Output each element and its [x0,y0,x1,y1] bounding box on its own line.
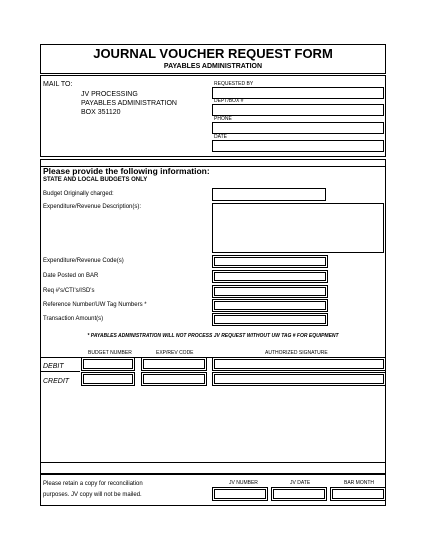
credit-label: CREDIT [43,378,70,385]
requested-by-label: REQUESTED BY [214,81,254,87]
info-subheading: STATE AND LOCAL BUDGETS ONLY [43,177,148,183]
debit-budget-field[interactable] [81,357,135,371]
date-posted-field[interactable] [212,270,328,283]
jv-date-field[interactable] [271,487,327,501]
debit-row-bottom [40,371,80,372]
debit-signature-field[interactable] [212,357,386,371]
credit-budget-field[interactable] [81,372,135,386]
amounts-field[interactable] [212,313,328,326]
debit-exp-field[interactable] [141,357,207,371]
description-label: Expenditure/Revenue Description(s): [43,204,142,210]
equipment-notice: * PAYABLES ADMINISTRATION WILL NOT PROCESS JV REQUEST WITHOUT UW TAG # FOR EQUIPMENT [87,333,339,339]
col-bar-month: BAR MONTH [344,480,374,486]
bar-month-field[interactable] [330,487,386,501]
req-nums-label: Req #'s/CTI's/ISD's [43,288,95,294]
codes-field[interactable] [212,255,328,268]
mail-to-address-line-3: BOX 351120 [81,109,121,116]
reference-field[interactable] [212,299,328,312]
date-label: DATE [214,134,227,140]
col-budget-number: BUDGET NUMBER [88,350,132,356]
date-field[interactable] [212,140,384,152]
amounts-label: Transaction Amount(s) [43,316,104,322]
explanation-field[interactable] [40,386,386,462]
col-jv-number: JV NUMBER [229,480,258,486]
mail-to-label: MAIL TO: [43,81,73,88]
credit-exp-field[interactable] [141,372,207,386]
description-field[interactable] [212,203,384,253]
codes-label: Expenditure/Revenue Code(s) [43,258,124,264]
info-heading: Please provide the following information: [43,166,210,176]
reference-label: Reference Number/UW Tag Numbers * [43,302,147,308]
col-jv-date: JV DATE [290,480,311,486]
debit-label: DEBIT [43,363,64,370]
req-nums-field[interactable] [212,285,328,298]
credit-signature-field[interactable] [212,372,386,386]
mail-to-address-line-1: JV PROCESSING [81,91,138,98]
form-subtitle: PAYABLES ADMINISTRATION [163,63,263,70]
col-authorized-signature: AUTHORIZED SIGNATURE [265,350,328,356]
dept-box-label: DEPT/BOX # [214,98,244,104]
budget-charged-label: Budget Originally charged: [43,191,114,197]
separator-band [40,462,386,474]
retain-copy-note-line-2: purposes. JV copy will not be mailed. [43,492,142,498]
phone-field[interactable] [212,122,384,134]
mail-to-address-line-2: PAYABLES ADMINISTRATION [81,100,177,107]
date-posted-label: Date Posted on BAR [43,273,99,279]
form-title: JOURNAL VOUCHER REQUEST FORM [93,46,333,61]
dept-box-field[interactable] [212,104,384,116]
phone-label: PHONE [214,116,232,122]
budget-charged-field[interactable] [212,188,326,201]
jv-number-field[interactable] [212,487,268,501]
col-exp-rev-code: EXP/REV CODE [156,350,194,356]
retain-copy-note-line-1: Please retain a copy for reconciliation [43,481,143,487]
